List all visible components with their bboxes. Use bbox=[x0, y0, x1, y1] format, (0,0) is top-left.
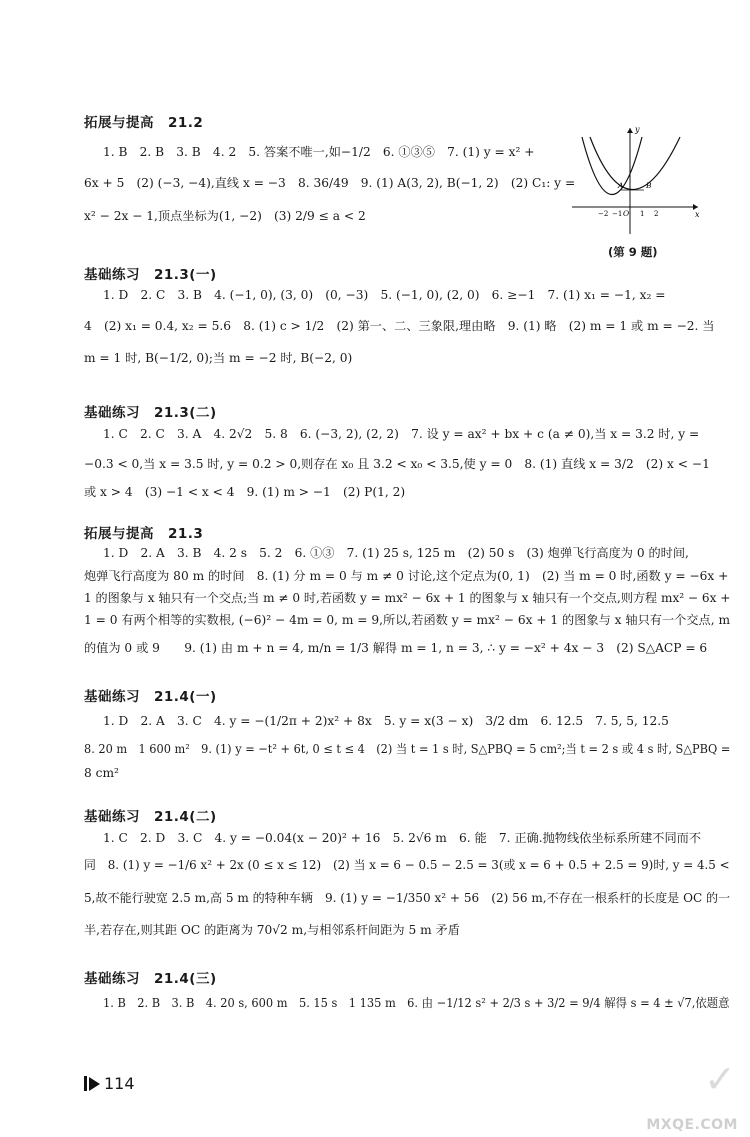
answer-line: 4 (2) x₁ = 0.4, x₂ = 5.6 8. (1) c > 1/2 (2) 第一、二、三象限,理由略 9. (1) 略 (2) m = 1 或 m = −2. 当 bbox=[84, 319, 715, 333]
y-axis-label: y bbox=[635, 125, 640, 134]
section-title: 基础练习 21.3(二) bbox=[84, 405, 217, 421]
tick-label: 1 bbox=[640, 210, 645, 218]
parabola-figure bbox=[568, 122, 703, 237]
tick-label: −1 bbox=[612, 210, 623, 218]
tick-label: −2 bbox=[598, 210, 609, 218]
answer-line: 1. C 2. C 3. A 4. 2√2 5. 8 6. (−3, 2), (2, 2) 7. 设 y = ax² + bx + c (a ≠ 0),当 x = 3.2 时, y = bbox=[103, 427, 700, 441]
parabola-curve-1 bbox=[582, 137, 642, 195]
answer-line: 1. D 2. C 3. B 4. (−1, 0), (3, 0) (0, −3) 5. (−1, 0), (2, 0) 6. ≥−1 7. (1) x₁ = −1, x₂ = bbox=[103, 288, 666, 302]
watermark-logo-icon: ✓ bbox=[704, 1057, 736, 1101]
page-marker-arrow-icon bbox=[89, 1077, 100, 1091]
answer-line: m = 1 时, B(−1/2, 0);当 m = −2 时, B(−2, 0) bbox=[84, 351, 353, 365]
answer-line: x² − 2x − 1,顶点坐标为(1, −2) (3) 2/9 ≤ a < 2 bbox=[84, 209, 366, 223]
answer-line: 6x + 5 (2) (−3, −4),直线 x = −3 8. 36/49 9. (1) A(3, 2), B(−1, 2) (2) C₁: y = bbox=[84, 176, 576, 190]
x-axis-label: x bbox=[695, 210, 700, 219]
answer-line: 1 的图象与 x 轴只有一个交点;当 m ≠ 0 时,若函数 y = mx² − 6x + 1 的图象与 x 轴只有一个交点,则方程 mx² − 6x + bbox=[84, 591, 731, 605]
answer-line: −0.3 < 0,当 x = 3.5 时, y = 0.2 > 0,则存在 x₀ 且 3.2 < x₀ < 3.5,使 y = 0 8. (1) 直线 x = 3/2 (2) x < −1 bbox=[84, 457, 710, 471]
answer-line: 8 cm² bbox=[84, 766, 119, 780]
section-title: 基础练习 21.4(二) bbox=[84, 809, 217, 825]
section-title: 基础练习 21.4(三) bbox=[84, 971, 217, 987]
answer-line: 5,故不能行驶宽 2.5 m,高 5 m 的特种车辆 9. (1) y = −1/350 x² + 56 (2) 56 m,不存在一根系杆的长度是 OC 的一 bbox=[84, 891, 731, 905]
page-marker-bar bbox=[84, 1076, 87, 1091]
watermark bbox=[616, 1053, 746, 1133]
page-number bbox=[84, 1074, 135, 1093]
section-title: 拓展与提高 21.2 bbox=[84, 115, 204, 131]
answer-line: 的值为 0 或 9 9. (1) 由 m + n = 4, m/n = 1/3 解得 m = 1, n = 3, ∴ y = −x² + 4x − 3 (2) S△ACP = 6 bbox=[84, 641, 708, 655]
section-title: 基础练习 21.3(一) bbox=[84, 267, 217, 283]
answer-line: 8. 20 m 1 600 m² 9. (1) y = −t² + 6t, 0 ≤ t ≤ 4 (2) 当 t = 1 s 时, S△PBQ = 5 cm²;当 t = 2 s 或 4 s 时, S△PBQ = bbox=[84, 742, 731, 756]
answer-line: 1. B 2. B 3. B 4. 20 s, 600 m 5. 15 s 1 135 m 6. 由 −1/12 s² + 2/3 s + 3/2 = 9/4 解得 s = 4 ± √7,依题意 bbox=[103, 996, 730, 1010]
answer-line: 1. D 2. A 3. B 4. 2 s 5. 2 6. ①③ 7. (1) 25 s, 125 m (2) 50 s (3) 炮弹飞行高度为 0 的时间, bbox=[103, 546, 689, 560]
answer-line: 1. B 2. B 3. B 4. 2 5. 答案不唯一,如−1/2 6. ①③⑤ 7. (1) y = x² + bbox=[103, 145, 535, 159]
answer-line: 炮弹飞行高度为 80 m 的时间 8. (1) 分 m = 0 与 m ≠ 0 讨论,这个定点为(0, 1) (2) 当 m = 0 时,函数 y = −6x + bbox=[84, 569, 729, 583]
answer-line: 1. D 2. A 3. C 4. y = −(1/2π + 2)x² + 8x 5. y = x(3 − x) 3/2 dm 6. 12.5 7. 5, 5, 12.5 bbox=[103, 714, 669, 728]
point-b-label: B bbox=[646, 181, 652, 190]
point-a-label: A bbox=[618, 181, 624, 190]
origin-label: O bbox=[623, 209, 630, 218]
section-title: 基础练习 21.4(一) bbox=[84, 689, 217, 705]
answer-line: 或 x > 4 (3) −1 < x < 4 9. (1) m > −1 (2) P(1, 2) bbox=[84, 485, 406, 499]
page-number-text: 114 bbox=[104, 1074, 135, 1093]
tick-label: 2 bbox=[654, 210, 659, 218]
watermark-text: MXQE.COM bbox=[646, 1117, 738, 1133]
answer-line: 半,若存在,则其距 OC 的距离为 70√2 m,与相邻系杆间距为 5 m 矛盾 bbox=[84, 923, 460, 937]
figure-caption: (第 9 题) bbox=[608, 245, 658, 259]
answer-line: 1. C 2. D 3. C 4. y = −0.04(x − 20)² + 16 5. 2√6 m 6. 能 7. 正确.抛物线依坐标系所建不同而不 bbox=[103, 831, 702, 845]
parabola-curve-2 bbox=[590, 137, 680, 190]
answer-line: 同 8. (1) y = −1/6 x² + 2x (0 ≤ x ≤ 12) (2) 当 x = 6 − 0.5 − 2.5 = 3(或 x = 6 + 0.5 + 2.5 = 9)时, y = 4.5 < bbox=[84, 858, 730, 872]
section-title: 拓展与提高 21.3 bbox=[84, 526, 204, 542]
answer-line: 1 = 0 有两个相等的实数根, (−6)² − 4m = 0, m = 9,所以,若函数 y = mx² − 6x + 1 的图象与 x 轴只有一个交点, m bbox=[84, 613, 731, 627]
